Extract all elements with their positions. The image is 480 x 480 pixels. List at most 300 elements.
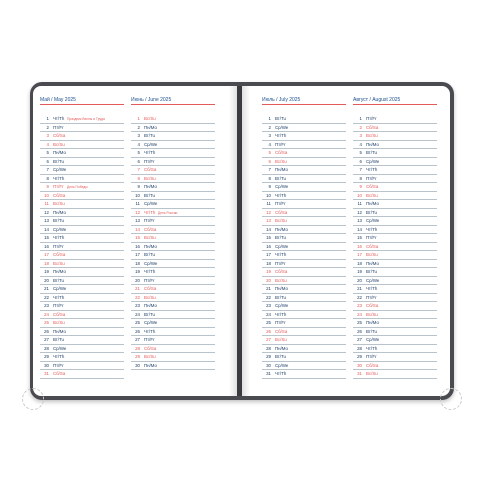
day-number: 15	[357, 235, 362, 240]
day-row	[353, 115, 437, 124]
day-row	[262, 234, 346, 243]
month-title: Июль / July 2025	[262, 97, 301, 103]
weekday-label: Сб/Sa	[53, 192, 66, 198]
weekday-label: Сб/Sa	[366, 124, 379, 130]
day-row	[353, 158, 437, 167]
day-number: 24	[135, 311, 140, 317]
right-page-gutter-shadow	[242, 86, 250, 396]
day-number: 17	[357, 252, 362, 257]
day-row	[353, 302, 437, 311]
day-row	[353, 251, 437, 260]
day-row	[131, 345, 215, 354]
weekday-label: Вт/Tu	[144, 192, 155, 198]
day-number: 18	[357, 260, 362, 266]
weekday-label: Вс/Su	[275, 218, 287, 223]
day-number: 11	[357, 201, 362, 206]
day-row	[131, 124, 215, 133]
day-row	[40, 268, 124, 277]
weekday-label: Вт/Tu	[144, 311, 155, 317]
day-row	[131, 268, 215, 277]
day-number: 11	[44, 201, 49, 206]
holiday-note: День России	[158, 210, 178, 215]
weekday-label: Пт/Fr	[144, 158, 155, 164]
day-row	[353, 328, 437, 337]
weekday-label: Вт/Tu	[275, 116, 286, 121]
day-row	[262, 260, 346, 269]
day-number: 4	[268, 141, 271, 147]
weekday-label: Вс/Su	[144, 116, 156, 121]
weekday-label: Сб/Sa	[53, 311, 66, 317]
day-number: 17	[266, 252, 271, 257]
day-row	[131, 132, 215, 141]
day-number: 15	[44, 235, 49, 240]
day-list	[353, 115, 437, 379]
weekday-label: Пн/Mo	[366, 260, 379, 266]
day-row	[131, 260, 215, 269]
weekday-label: Вт/Tu	[144, 133, 155, 138]
day-row	[353, 149, 437, 158]
day-number: 26	[135, 328, 140, 334]
day-number: 21	[135, 286, 140, 291]
day-number: 30	[357, 362, 362, 368]
day-number: 26	[44, 328, 49, 334]
weekday-label: Чт/Th	[366, 345, 378, 351]
day-row	[262, 209, 346, 218]
weekday-label: Пн/Mo	[275, 226, 288, 232]
day-number: 5	[137, 150, 140, 155]
day-number: 26	[266, 328, 271, 334]
day-number: 22	[135, 294, 140, 300]
day-number: 25	[357, 320, 362, 325]
page-corner-mark-left	[22, 388, 44, 410]
day-row	[262, 226, 346, 235]
day-row	[40, 183, 124, 192]
day-row	[353, 141, 437, 150]
day-number: 6	[137, 158, 140, 164]
day-number: 8	[268, 175, 271, 181]
weekday-label: Пн/Mo	[53, 269, 66, 274]
weekday-label: Ср/We	[144, 201, 158, 206]
day-row	[131, 285, 215, 294]
day-row	[353, 294, 437, 303]
day-row	[262, 370, 346, 379]
weekday-label: Пт/Fr	[53, 243, 64, 249]
weekday-label: Пт/Fr	[53, 124, 64, 130]
weekday-label: Пт/Fr	[366, 175, 377, 181]
day-row	[131, 319, 215, 328]
day-row	[353, 217, 437, 226]
holiday-note: День Победы	[67, 185, 88, 189]
day-row	[353, 370, 437, 379]
day-number: 13	[357, 218, 362, 223]
weekday-label: Вт/Tu	[275, 175, 286, 181]
day-row	[40, 226, 124, 235]
day-row	[131, 234, 215, 243]
weekday-label: Вт/Tu	[366, 269, 377, 274]
weekday-label: Пт/Fr	[144, 337, 155, 342]
day-number: 19	[135, 269, 140, 274]
day-row	[262, 192, 346, 201]
day-row	[262, 175, 346, 184]
weekday-label: Вс/Su	[53, 260, 65, 266]
weekday-label: Ср/We	[275, 303, 289, 308]
day-number: 3	[137, 133, 140, 138]
weekday-label: Сб/Sa	[275, 209, 288, 215]
weekday-label: Ср/We	[144, 320, 158, 325]
month-title: Август / August 2025	[353, 97, 401, 103]
day-number: 13	[135, 218, 140, 223]
weekday-label: Сб/Sa	[144, 167, 157, 172]
weekday-label: Ср/We	[366, 218, 380, 223]
day-number: 28	[44, 345, 49, 351]
day-row	[40, 277, 124, 286]
day-number: 6	[359, 158, 362, 164]
day-number: 29	[135, 354, 140, 359]
day-number: 23	[266, 303, 271, 308]
day-number: 23	[135, 303, 140, 308]
day-row	[262, 124, 346, 133]
weekday-label: Ср/We	[53, 286, 67, 291]
weekday-label: Сб/Sa	[53, 133, 66, 138]
day-row	[353, 124, 437, 133]
weekday-label: Ср/We	[366, 337, 380, 342]
day-row	[40, 243, 124, 252]
weekday-label: Чт/Th	[144, 150, 156, 155]
weekday-label: Чт/Th	[144, 269, 156, 274]
day-number: 16	[357, 243, 362, 249]
month-column-june	[131, 97, 215, 370]
day-number: 18	[135, 260, 140, 266]
day-row	[353, 166, 437, 175]
weekday-label: Пт/Fr	[53, 303, 64, 308]
day-row	[131, 226, 215, 235]
planner-spine	[237, 86, 242, 396]
weekday-label: Вс/Su	[144, 175, 156, 181]
day-row	[262, 251, 346, 260]
day-row	[40, 319, 124, 328]
day-number: 30	[266, 362, 271, 368]
day-row	[353, 226, 437, 235]
day-row	[262, 319, 346, 328]
weekday-label: Пн/Mo	[144, 362, 157, 368]
weekday-label: Ср/We	[53, 345, 67, 351]
day-list	[40, 115, 124, 379]
weekday-label: Сб/Sa	[366, 243, 379, 249]
weekday-label: Вт/Tu	[275, 354, 286, 359]
day-row	[353, 345, 437, 354]
weekday-label: Вс/Su	[366, 311, 378, 317]
day-row	[40, 353, 124, 362]
day-number: 18	[266, 260, 271, 266]
day-number: 14	[135, 226, 140, 232]
weekday-label: Пт/Fr	[366, 294, 377, 300]
day-row	[262, 311, 346, 320]
day-number: 7	[268, 167, 271, 172]
day-number: 27	[266, 337, 271, 342]
day-row	[40, 336, 124, 345]
day-row	[262, 362, 346, 371]
day-row	[262, 183, 346, 192]
day-row	[131, 277, 215, 286]
day-number: 2	[359, 124, 362, 130]
day-number: 7	[137, 167, 140, 172]
day-number: 31	[44, 371, 49, 376]
weekday-label: Чт/Th	[144, 328, 156, 334]
day-row	[40, 175, 124, 184]
day-number: 20	[266, 277, 271, 283]
weekday-label: Вс/Su	[53, 141, 65, 147]
day-number: 8	[137, 175, 140, 181]
weekday-label: Вс/Su	[53, 201, 65, 206]
weekday-label: Ср/We	[275, 124, 289, 130]
day-row	[131, 209, 215, 218]
weekday-label: Пн/Mo	[275, 345, 288, 351]
weekday-label: Вс/Su	[144, 294, 156, 300]
day-number: 17	[135, 252, 140, 257]
day-number: 1	[46, 116, 49, 121]
day-row	[40, 217, 124, 226]
day-row	[40, 200, 124, 209]
day-number: 10	[135, 192, 140, 198]
day-row	[131, 175, 215, 184]
day-row	[262, 336, 346, 345]
day-number: 12	[135, 209, 140, 215]
weekday-label: Пн/Mo	[53, 209, 66, 215]
day-number: 12	[44, 209, 49, 215]
day-number: 23	[357, 303, 362, 308]
weekday-label: Пн/Mo	[144, 243, 157, 249]
day-number: 22	[357, 294, 362, 300]
day-number: 16	[135, 243, 140, 249]
day-number: 4	[46, 141, 49, 147]
weekday-label: Вт/Tu	[366, 150, 377, 155]
day-row	[353, 319, 437, 328]
weekday-label: Чт/Th	[366, 286, 378, 291]
day-number: 10	[357, 192, 362, 198]
day-row	[262, 302, 346, 311]
day-row	[353, 268, 437, 277]
day-row	[40, 294, 124, 303]
day-row	[40, 149, 124, 158]
weekday-label: Ср/We	[366, 277, 380, 283]
weekday-label: Вт/Tu	[53, 337, 64, 342]
day-row	[131, 302, 215, 311]
weekday-label: Пн/Mo	[366, 201, 379, 206]
day-row	[40, 124, 124, 133]
day-number: 19	[44, 269, 49, 274]
weekday-label: Ср/We	[275, 362, 289, 368]
day-number: 21	[266, 286, 271, 291]
day-row	[40, 345, 124, 354]
day-number: 26	[357, 328, 362, 334]
holiday-note: Праздник Весны и Труда	[67, 117, 105, 121]
month-title-underline	[262, 104, 346, 105]
weekday-label: Ср/We	[53, 226, 67, 232]
page-corner-mark-right	[440, 388, 462, 410]
day-number: 13	[266, 218, 271, 223]
day-number: 14	[44, 226, 49, 232]
day-row	[131, 328, 215, 337]
weekday-label: Вс/Su	[366, 252, 378, 257]
weekday-label: Пт/Fr	[275, 201, 286, 206]
weekday-label: Пт/Fr	[144, 218, 155, 223]
day-number: 1	[137, 116, 140, 121]
day-number: 3	[359, 133, 362, 138]
day-row	[40, 158, 124, 167]
day-row	[131, 243, 215, 252]
day-row	[40, 285, 124, 294]
weekday-label: Сб/Sa	[53, 252, 66, 257]
day-row	[131, 149, 215, 158]
day-number: 2	[46, 124, 49, 130]
day-row	[131, 217, 215, 226]
weekday-label: Чт/Th	[275, 192, 287, 198]
weekday-label: Пт/Fr	[366, 354, 377, 359]
weekday-label: Пн/Mo	[144, 303, 157, 308]
day-number: 12	[266, 209, 271, 215]
weekday-label: Ср/We	[53, 167, 67, 172]
day-list	[131, 115, 215, 370]
weekday-label: Пт/Fr	[275, 260, 286, 266]
day-number: 8	[359, 175, 362, 181]
weekday-label: Пн/Mo	[144, 184, 157, 189]
day-row	[131, 353, 215, 362]
day-row	[40, 209, 124, 218]
day-number: 25	[44, 320, 49, 325]
weekday-label: Сб/Sa	[366, 362, 379, 368]
month-column-may	[40, 97, 124, 379]
day-row	[262, 268, 346, 277]
day-row	[262, 141, 346, 150]
weekday-label: Пт/Fr	[366, 235, 377, 240]
day-row	[131, 251, 215, 260]
day-number: 19	[357, 269, 362, 274]
weekday-label: Вс/Su	[144, 235, 156, 240]
day-number: 31	[357, 371, 362, 376]
day-row	[40, 132, 124, 141]
weekday-label: Вс/Su	[275, 337, 287, 342]
day-number: 24	[266, 311, 271, 317]
weekday-label: Чт/Th	[275, 311, 287, 317]
weekday-label: Чт/Th	[366, 226, 378, 232]
day-row	[353, 336, 437, 345]
weekday-label: Сб/Sa	[275, 328, 288, 334]
day-number: 9	[268, 184, 271, 189]
day-number: 7	[46, 167, 49, 172]
day-number: 14	[266, 226, 271, 232]
weekday-label: Чт/Th	[53, 235, 65, 240]
left-page-gutter-shadow	[229, 86, 237, 396]
day-number: 3	[46, 133, 49, 138]
day-number: 29	[44, 354, 49, 359]
weekday-label: Пт/Fr	[275, 141, 286, 147]
day-row	[40, 192, 124, 201]
day-number: 27	[135, 337, 140, 342]
day-row	[40, 166, 124, 175]
day-row	[353, 175, 437, 184]
day-number: 2	[268, 124, 271, 130]
weekday-label: Вс/Su	[275, 277, 287, 283]
weekday-label: Чт/Th	[53, 354, 65, 359]
day-number: 9	[46, 184, 49, 189]
day-row	[353, 200, 437, 209]
weekday-label: Пн/Mo	[366, 141, 379, 147]
day-number: 27	[357, 337, 362, 342]
day-number: 3	[268, 133, 271, 138]
day-number: 30	[135, 362, 140, 368]
weekday-label: Вс/Su	[144, 354, 156, 359]
day-number: 5	[359, 150, 362, 155]
day-row	[353, 243, 437, 252]
day-row	[353, 353, 437, 362]
day-row	[262, 149, 346, 158]
weekday-label: Вс/Su	[366, 133, 378, 138]
weekday-label: Ср/We	[275, 243, 289, 249]
day-row	[40, 328, 124, 337]
day-number: 15	[135, 235, 140, 240]
day-number: 18	[44, 260, 49, 266]
weekday-label: Пн/Mo	[275, 286, 288, 291]
day-row	[262, 132, 346, 141]
day-row	[40, 260, 124, 269]
day-number: 28	[135, 345, 140, 351]
weekday-label: Сб/Sa	[366, 303, 379, 308]
weekday-label: Вт/Tu	[53, 158, 64, 164]
day-number: 21	[357, 286, 362, 291]
day-row	[353, 132, 437, 141]
day-number: 20	[135, 277, 140, 283]
day-row	[262, 200, 346, 209]
day-number: 28	[266, 345, 271, 351]
day-row	[40, 311, 124, 320]
day-number: 15	[266, 235, 271, 240]
day-number: 19	[266, 269, 271, 274]
weekday-label: Пн/Mo	[53, 328, 66, 334]
month-title-underline	[353, 104, 437, 105]
day-row	[131, 192, 215, 201]
day-row	[131, 115, 215, 124]
weekday-label: Ср/We	[144, 141, 158, 147]
weekday-label: Сб/Sa	[275, 269, 288, 274]
day-number: 31	[266, 371, 271, 376]
day-number: 10	[266, 192, 271, 198]
day-row	[131, 166, 215, 175]
day-row	[353, 285, 437, 294]
day-row	[40, 234, 124, 243]
weekday-label: Чт/Th	[366, 167, 378, 172]
day-row	[262, 158, 346, 167]
day-row	[262, 277, 346, 286]
day-number: 20	[44, 277, 49, 283]
weekday-label: Ср/We	[275, 184, 289, 189]
day-row	[131, 362, 215, 371]
day-row	[353, 192, 437, 201]
day-row	[353, 311, 437, 320]
day-row	[262, 285, 346, 294]
day-number: 5	[46, 150, 49, 155]
weekday-label: Вт/Tu	[53, 218, 64, 223]
day-row	[353, 260, 437, 269]
month-title-underline	[131, 104, 215, 105]
day-row	[131, 200, 215, 209]
weekday-label: Вт/Tu	[275, 294, 286, 300]
day-number: 11	[266, 201, 271, 206]
month-title-underline	[40, 104, 124, 105]
day-number: 9	[359, 184, 362, 189]
month-title: Июнь / June 2025	[131, 97, 172, 103]
weekday-label: Сб/Sa	[144, 345, 157, 351]
weekday-label: Пн/Mo	[275, 167, 288, 172]
